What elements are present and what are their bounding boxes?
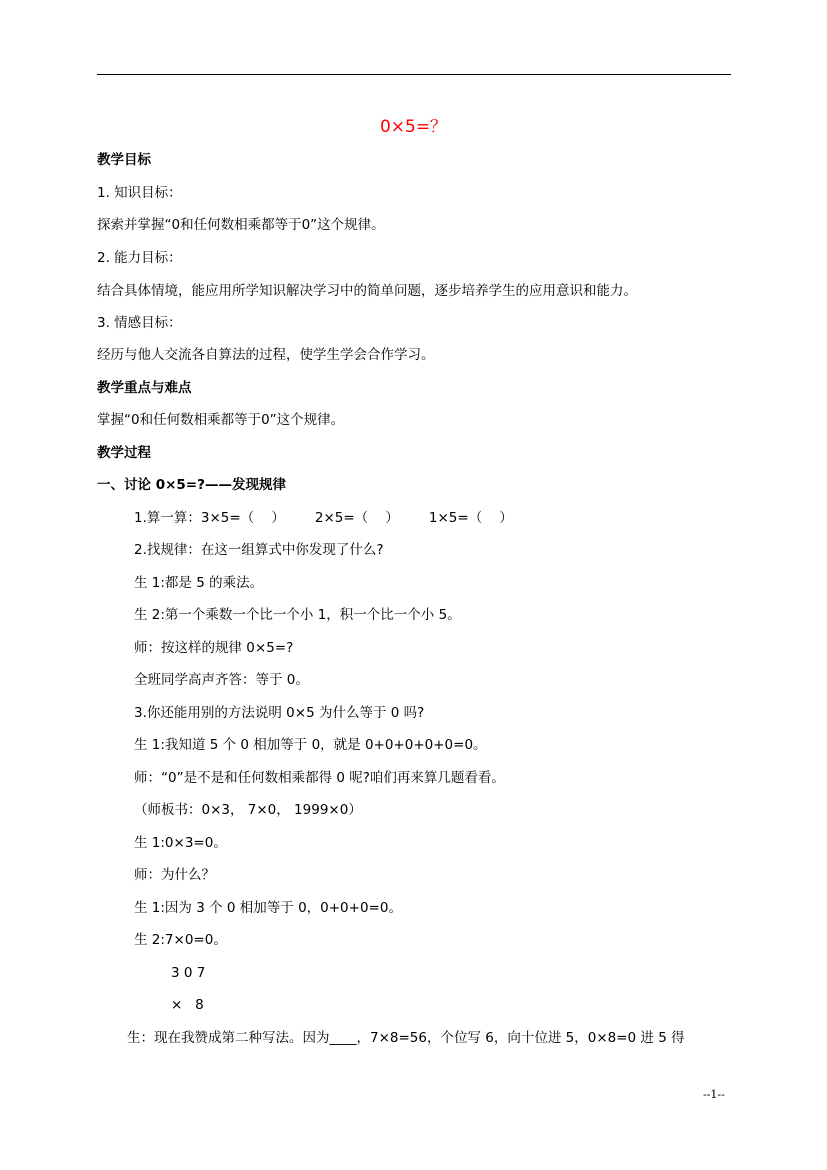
vertical-calc-multiplier: × 8: [171, 997, 204, 1013]
objective-1-label: 1. 知识目标：: [97, 185, 182, 201]
heading-process: 教学过程: [97, 445, 151, 461]
header-rule: [97, 74, 731, 75]
section-1-heading: 一、讨论 0×5=?——发现规律: [97, 477, 286, 493]
teacher-why: 师：为什么？: [134, 867, 215, 883]
heading-key-points: 教学重点与难点: [97, 380, 192, 396]
key-points-text: 掌握“0和任何数相乘都等于0”这个规律。: [97, 412, 345, 428]
student-2-answer: 生 2:第一个乘数一个比一个小 1，积一个比一个小 5。: [134, 607, 461, 623]
teacher-question: 师：按这样的规律 0×5=?: [134, 640, 294, 656]
teacher-prompt: 师：“0”是不是和任何数相乘都得 0 呢?咱们再来算几题看看。: [134, 770, 505, 786]
student-2-calc: 生 2:7×0=0。: [134, 932, 227, 948]
objective-1-text: 探索并掌握“0和任何数相乘都等于0”这个规律。: [97, 217, 385, 233]
step-3: 3.你还能用别的方法说明 0×5 为什么等于 0 吗?: [134, 705, 425, 721]
objective-2-text: 结合具体情境，能应用所学知识解决学习中的简单问题，逐步培养学生的应用意识和能力。: [97, 283, 637, 299]
objective-3-label: 3. 情感目标：: [97, 315, 182, 331]
student-1-answer: 生 1:都是 5 的乘法。: [134, 575, 264, 591]
objective-3-text: 经历与他人交流各自算法的过程，使学生学会合作学习。: [97, 347, 435, 363]
class-answer: 全班同学高声齐答：等于 0。: [134, 672, 309, 688]
page-title: 0×5=？: [379, 117, 448, 137]
objective-2-label: 2. 能力目标：: [97, 250, 182, 266]
step-1: 1.算一算：3×5=（ ） 2×5=（ ） 1×5=（ ）: [134, 510, 513, 526]
student-explanation: 生：现在我赞成第二种写法。因为____，7×8=56，个位写 6，向十位进 5，0×8=0 进 5 得: [127, 1030, 685, 1046]
step-2: 2.找规律：在这一组算式中你发现了什么?: [134, 542, 384, 558]
board-writing: （师板书：0×3， 7×0， 1999×0）: [134, 802, 362, 818]
student-1-reason: 生 1:因为 3 个 0 相加等于 0，0+0+0=0。: [134, 900, 402, 916]
page-number: --1--: [703, 1088, 725, 1101]
student-1-calc: 生 1:0×3=0。: [134, 835, 227, 851]
heading-objectives: 教学目标: [97, 152, 151, 168]
vertical-calc-top: 3 0 7: [171, 965, 206, 981]
student-1-method: 生 1:我知道 5 个 0 相加等于 0，就是 0+0+0+0+0=0。: [134, 737, 487, 753]
